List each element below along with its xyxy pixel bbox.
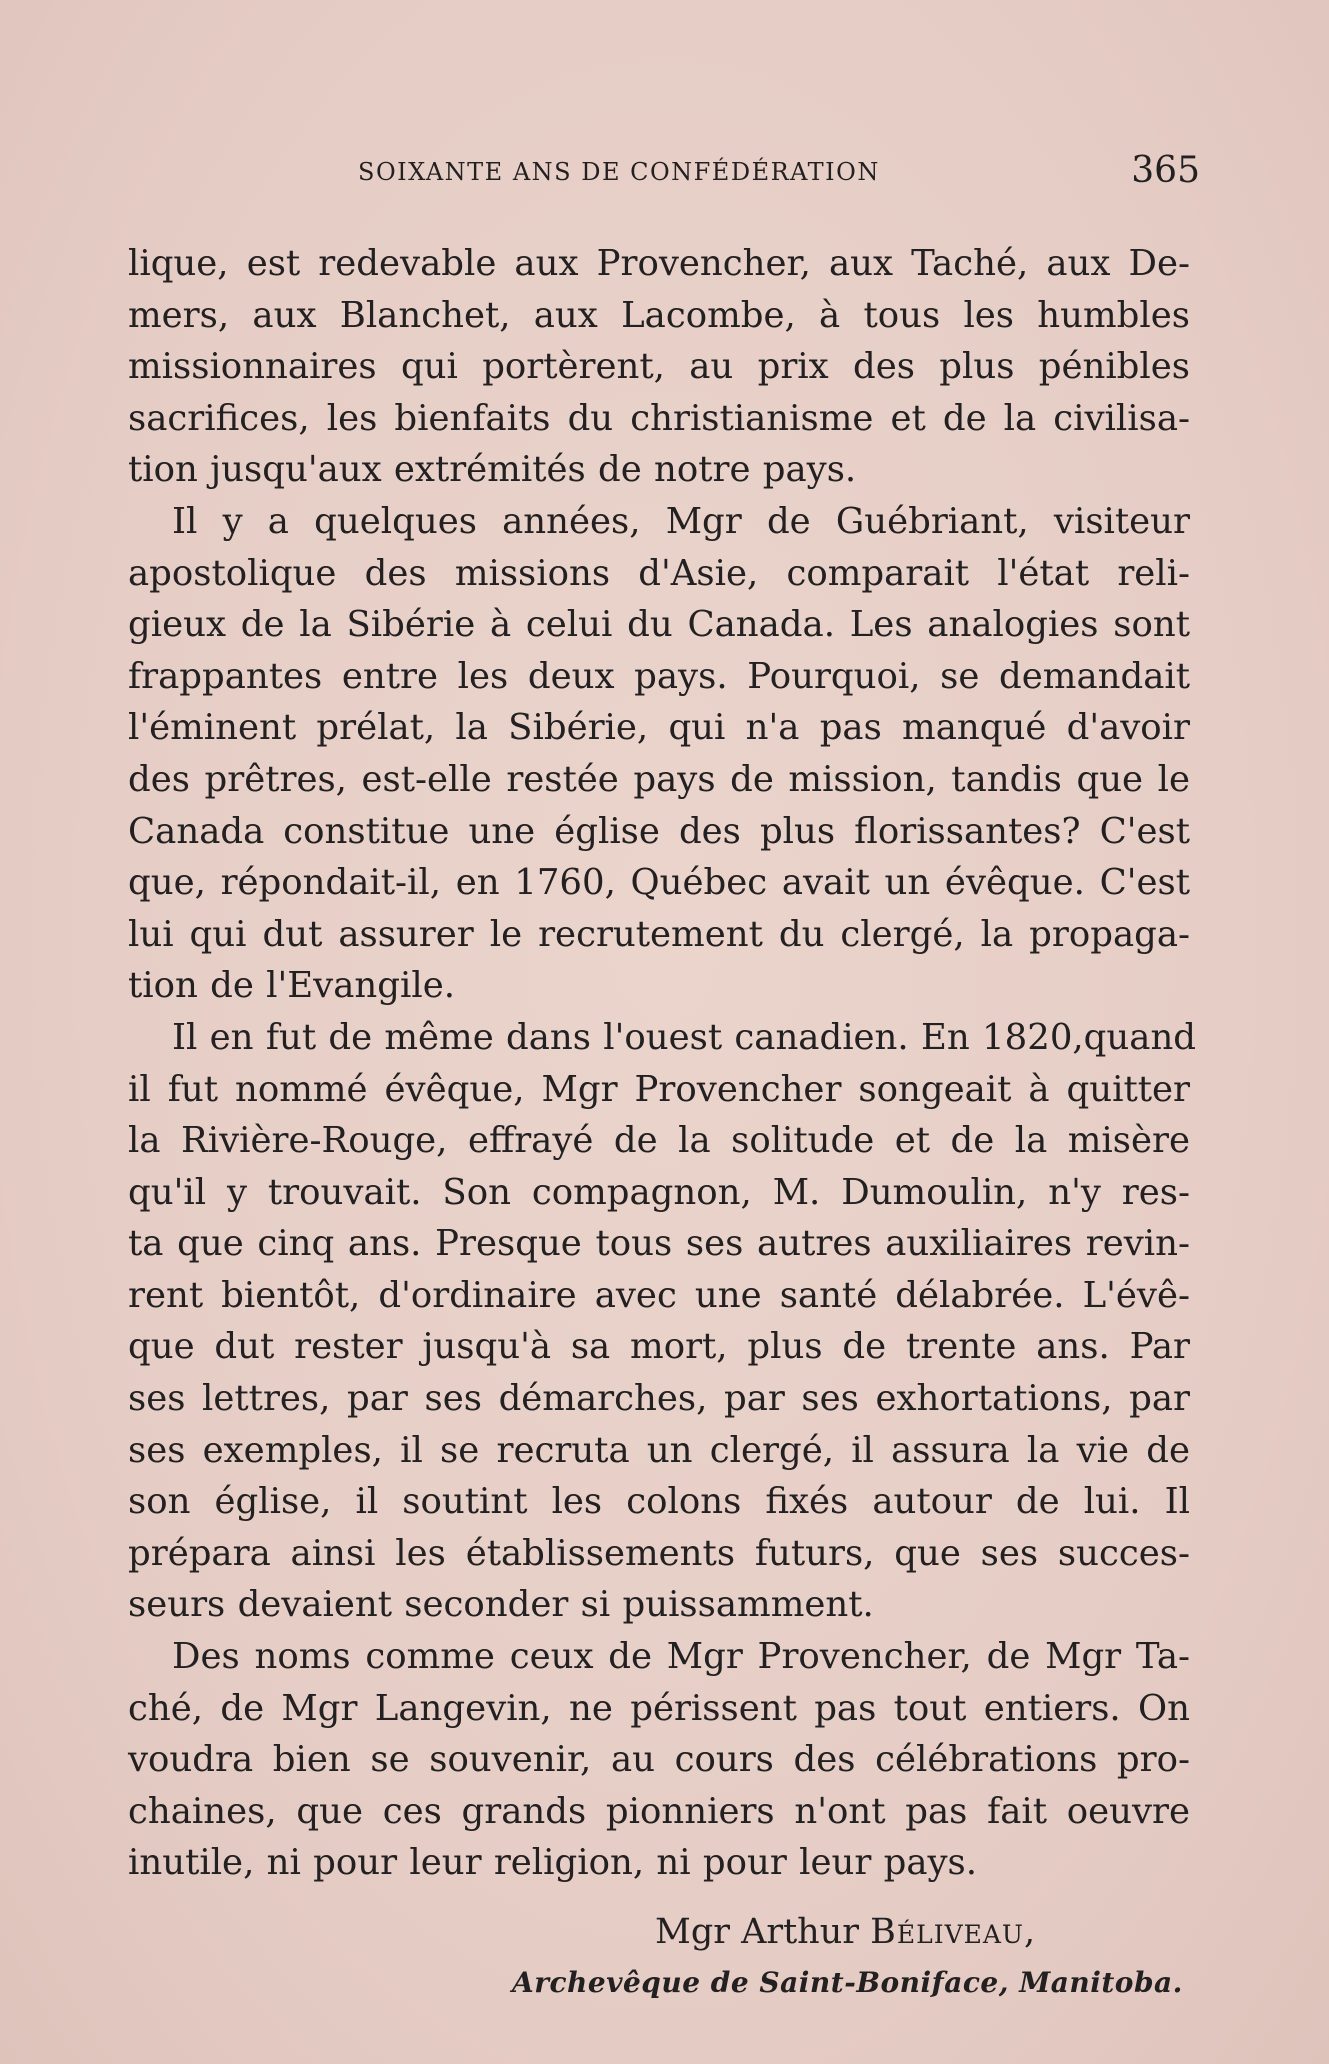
text-line: mers, aux Blanchet, aux Lacombe, à tous les humbles bbox=[128, 294, 1190, 336]
running-title: SOIXANTE ANS DE CONFÉDÉRATION bbox=[358, 158, 880, 186]
text-line: ché, de Mgr Langevin, ne périssent pas tout entiers. On bbox=[128, 1687, 1190, 1729]
signature-name: Mgr Arthur bbox=[655, 1912, 871, 1952]
text-line: des prêtres, est-elle restée pays de mission, tandis que le bbox=[128, 758, 1190, 800]
text-line: Canada constitue une église des plus florissantes? C'est bbox=[128, 810, 1190, 852]
page-header bbox=[130, 150, 1200, 200]
text-line: Il y a quelques années, Mgr de Guébriant, visiteur bbox=[172, 500, 1190, 542]
text-line: prépara ainsi les établissements futurs, que ses succes- bbox=[128, 1532, 1190, 1574]
text-line: inutile, ni pour leur religion, ni pour leur pays. bbox=[128, 1842, 978, 1884]
text-line: gieux de la Sibérie à celui du Canada. Les analogies sont bbox=[128, 604, 1190, 646]
text-line: que, répondait-il, en 1760, Québec avait un évêque. C'est bbox=[128, 862, 1190, 904]
page-number: 365 bbox=[1131, 150, 1200, 191]
text-line: ses lettres, par ses démarches, par ses exhortations, par bbox=[128, 1378, 1190, 1420]
text-line: la Rivière-Rouge, effrayé de la solitude et de la misère bbox=[128, 1120, 1190, 1162]
text-line: l'éminent prélat, la Sibérie, qui n'a pas manqué d'avoir bbox=[128, 707, 1190, 749]
text-line: que dut rester jusqu'à sa mort, plus de trente ans. Par bbox=[128, 1326, 1190, 1368]
signature-title: Archevêque de Saint-Boniface, Manitoba. bbox=[512, 1966, 1183, 1999]
text-line: lique, est redevable aux Provencher, aux Taché, aux De- bbox=[128, 243, 1190, 284]
text-line: il fut nommé évêque, Mgr Provencher songeait à quitter bbox=[128, 1068, 1190, 1110]
text-line: son église, il soutint les colons fixés autour de lui. Il bbox=[128, 1481, 1190, 1523]
text-line: tion jusqu'aux extrémités de notre pays. bbox=[128, 449, 857, 491]
body-text bbox=[128, 238, 1197, 1889]
text-line: seurs devaient seconder si puissamment. bbox=[128, 1584, 874, 1626]
text-line: voudra bien se souvenir, au cours des célébrations pro- bbox=[128, 1739, 1190, 1781]
text-line: apostolique des missions d'Asie, comparait l'état reli- bbox=[128, 552, 1190, 594]
text-line: rent bientôt, d'ordinaire avec une santé délabrée. L'évê- bbox=[128, 1274, 1190, 1316]
text-line: tion de l'Evangile. bbox=[128, 965, 455, 1007]
text-line: lui qui dut assurer le recrutement du clergé, la propaga- bbox=[128, 913, 1190, 955]
text-line: Il en fut de même dans l'ouest canadien. En 1820,quand bbox=[172, 1016, 1197, 1058]
text-line: sacrifices, les bienfaits du christianisme et de la civilisa- bbox=[128, 397, 1190, 439]
signature bbox=[655, 1912, 1036, 1952]
signature-surname: Béliveau, bbox=[870, 1912, 1037, 1952]
text-line: ta que cinq ans. Presque tous ses autres auxiliaires revin- bbox=[128, 1223, 1190, 1265]
text-line: chaines, que ces grands pionniers n'ont pas fait oeuvre bbox=[128, 1790, 1190, 1832]
text-line: qu'il y trouvait. Son compagnon, M. Dumoulin, n'y res- bbox=[128, 1171, 1190, 1213]
text-line: ses exemples, il se recruta un clergé, il assura la vie de bbox=[128, 1429, 1190, 1471]
text-line: frappantes entre les deux pays. Pourquoi, se demandait bbox=[128, 655, 1190, 697]
text-line: Des noms comme ceux de Mgr Provencher, de Mgr Ta- bbox=[172, 1636, 1190, 1678]
text-line: missionnaires qui portèrent, au prix des plus pénibles bbox=[128, 346, 1190, 388]
